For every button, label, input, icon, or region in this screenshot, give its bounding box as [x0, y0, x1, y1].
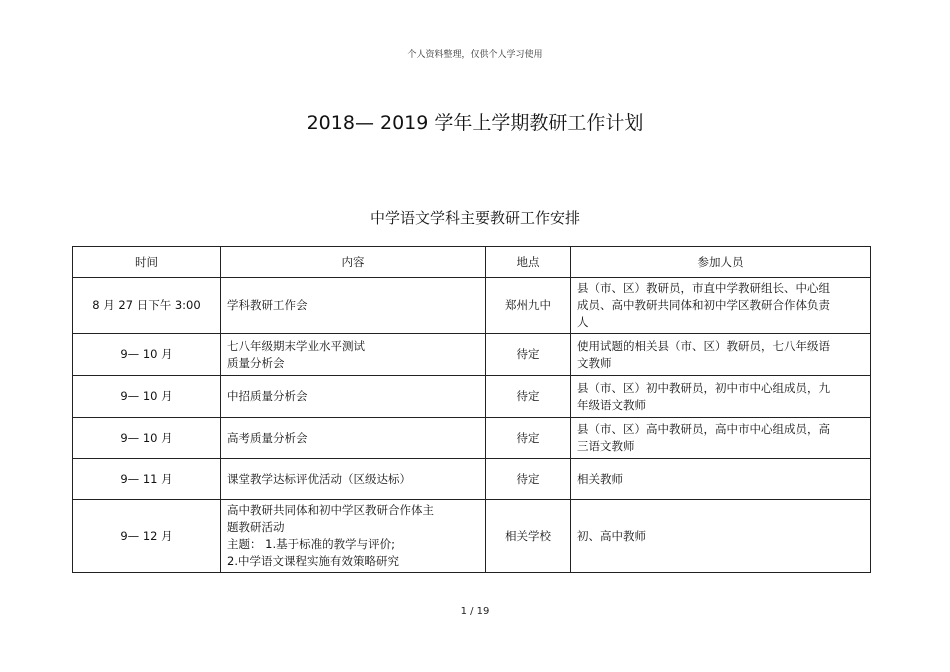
content-line: 学科教研工作会 [227, 298, 308, 312]
cell-time: 9— 10 月 [73, 376, 221, 418]
table-row [73, 500, 871, 573]
content-line: 高中教研共同体和初中学区教研合作体主 [227, 503, 434, 517]
cell-people [571, 278, 871, 334]
column-header-time: 时间 [73, 247, 221, 278]
cell-people [571, 334, 871, 376]
cell-place: 待定 [486, 334, 571, 376]
people-line: 县（市、区）初中教研员，初中市中心组成员，九 [577, 380, 830, 395]
table-row [73, 459, 871, 500]
cell-place: 郑州九中 [486, 278, 571, 334]
cell-place: 待定 [486, 376, 571, 418]
table-row [73, 334, 871, 376]
content-line: 主题： 1.基于标准的教学与评价; [227, 537, 396, 551]
cell-content [221, 334, 486, 376]
cell-people [571, 418, 871, 459]
cell-place: 待定 [486, 418, 571, 459]
document-title: 2018— 2019 学年上学期教研工作计划 [306, 112, 644, 134]
schedule-table [72, 246, 871, 573]
people-line: 初、高中教师 [577, 528, 646, 543]
table-row [73, 418, 871, 459]
content-line: 中招质量分析会 [227, 389, 308, 403]
people-line: 三语文教师 [577, 439, 635, 453]
people-line: 相关教师 [577, 471, 623, 486]
cell-people [571, 376, 871, 418]
people-line: 县（市、区）教研员，市直中学教研组长、中心组 [577, 281, 830, 295]
cell-time: 9— 12 月 [73, 500, 221, 573]
cell-content [221, 459, 486, 500]
column-header-people: 参加人员 [571, 247, 871, 278]
content-line: 课堂教学达标评优活动（区级达标） [227, 471, 411, 486]
content-line: 题教研活动 [227, 520, 285, 534]
page-number: 1 / 19 [460, 606, 490, 617]
content-line: 高考质量分析会 [227, 430, 308, 445]
cell-content [221, 418, 486, 459]
cell-time: 9— 10 月 [73, 334, 221, 376]
cell-people [571, 500, 871, 573]
cell-place: 相关学校 [486, 500, 571, 573]
people-line: 文教师 [577, 355, 612, 370]
cell-time: 9— 11 月 [73, 459, 221, 500]
cell-place: 待定 [486, 459, 571, 500]
cell-content [221, 376, 486, 418]
cell-time: 8 月 27 日下午 3:00 [73, 278, 221, 334]
column-header-place: 地点 [486, 247, 571, 278]
people-line: 人 [577, 315, 589, 329]
people-line: 成员、高中教研共同体和初中学区教研合作体负责 [577, 298, 830, 312]
cell-content [221, 500, 486, 573]
content-line: 七八年级期末学业水平测试 [227, 338, 365, 353]
header-note: 个人资料整理，仅供个人学习使用 [407, 50, 543, 60]
people-line: 县（市、区）高中教研员，高中市中心组成员，高 [577, 422, 830, 436]
content-line: 质量分析会 [227, 355, 285, 370]
table-row [73, 376, 871, 418]
cell-time: 9— 10 月 [73, 418, 221, 459]
column-header-content: 内容 [221, 247, 486, 278]
people-line: 年级语文教师 [577, 397, 646, 412]
table-header-row [73, 247, 871, 278]
table-row [73, 278, 871, 334]
cell-people [571, 459, 871, 500]
table-title: 中学语文学科主要教研工作安排 [369, 209, 580, 227]
people-line: 使用试题的相关县（市、区）教研员，七八年级语 [577, 338, 830, 353]
cell-content [221, 278, 486, 334]
content-line: 2.中学语文课程实施有效策略研究 [227, 554, 399, 568]
